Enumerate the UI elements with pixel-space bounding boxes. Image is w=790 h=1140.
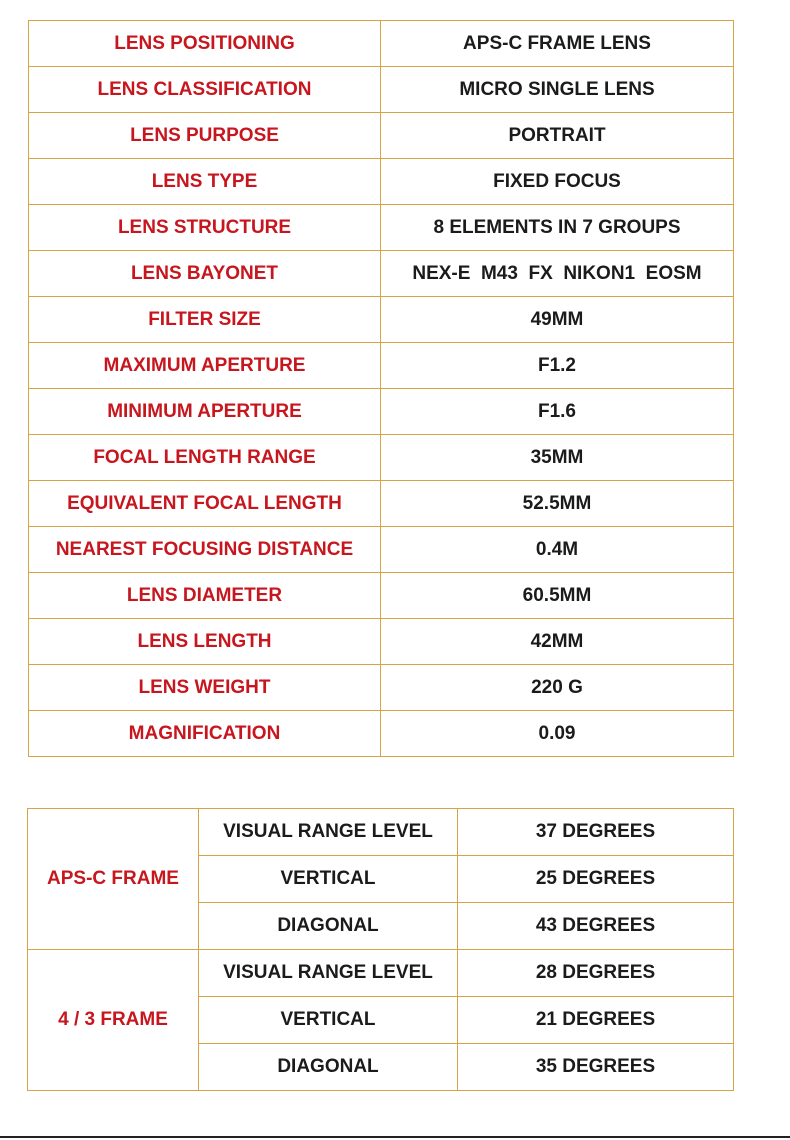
spec-value: 42MM <box>381 619 734 665</box>
fov-value: 35 DEGREES <box>458 1044 734 1091</box>
spec-label: LENS DIAMETER <box>29 573 381 619</box>
spec-row <box>29 297 734 343</box>
spec-value: APS-C FRAME LENS <box>381 21 734 67</box>
spec-label: NEAREST FOCUSING DISTANCE <box>29 527 381 573</box>
bottom-divider <box>0 1136 790 1138</box>
fov-value: 28 DEGREES <box>458 950 734 997</box>
spec-value: PORTRAIT <box>381 113 734 159</box>
fov-value: 43 DEGREES <box>458 903 734 950</box>
spec-label: FOCAL LENGTH RANGE <box>29 435 381 481</box>
fov-value: 21 DEGREES <box>458 997 734 1044</box>
spec-row <box>29 573 734 619</box>
spec-value: NEX-E M43 FX NIKON1 EOSM <box>381 251 734 297</box>
spec-value: FIXED FOCUS <box>381 159 734 205</box>
spec-label: LENS LENGTH <box>29 619 381 665</box>
fov-row <box>28 809 734 856</box>
fov-value: 25 DEGREES <box>458 856 734 903</box>
fov-label: DIAGONAL <box>199 903 458 950</box>
spec-label: LENS STRUCTURE <box>29 205 381 251</box>
spec-row <box>29 527 734 573</box>
spec-value: 0.4M <box>381 527 734 573</box>
spec-value: F1.2 <box>381 343 734 389</box>
field-of-view-table <box>27 808 734 1091</box>
spec-row <box>29 389 734 435</box>
spec-row <box>29 21 734 67</box>
spec-value: 52.5MM <box>381 481 734 527</box>
spec-value: 220 G <box>381 665 734 711</box>
spec-label: MAGNIFICATION <box>29 711 381 757</box>
spec-value: 35MM <box>381 435 734 481</box>
spec-row <box>29 619 734 665</box>
spec-label: EQUIVALENT FOCAL LENGTH <box>29 481 381 527</box>
lens-spec-table <box>28 20 734 757</box>
fov-label: VERTICAL <box>199 856 458 903</box>
frame-label-apsc: APS-C FRAME <box>28 809 199 950</box>
spec-label: LENS BAYONET <box>29 251 381 297</box>
spec-row <box>29 665 734 711</box>
fov-label: VISUAL RANGE LEVEL <box>199 809 458 856</box>
fov-label: VERTICAL <box>199 997 458 1044</box>
spec-value: MICRO SINGLE LENS <box>381 67 734 113</box>
spec-value: 60.5MM <box>381 573 734 619</box>
fov-label: VISUAL RANGE LEVEL <box>199 950 458 997</box>
spec-label: MAXIMUM APERTURE <box>29 343 381 389</box>
fov-row <box>28 950 734 997</box>
spec-row <box>29 67 734 113</box>
spec-value: F1.6 <box>381 389 734 435</box>
frame-label-four-thirds: 4 / 3 FRAME <box>28 950 199 1091</box>
spec-label: MINIMUM APERTURE <box>29 389 381 435</box>
spec-value: 49MM <box>381 297 734 343</box>
spec-value: 0.09 <box>381 711 734 757</box>
spec-label: LENS POSITIONING <box>29 21 381 67</box>
spec-label: LENS WEIGHT <box>29 665 381 711</box>
spec-row <box>29 343 734 389</box>
spec-row <box>29 205 734 251</box>
spec-row <box>29 711 734 757</box>
spec-row <box>29 251 734 297</box>
spec-label: LENS PURPOSE <box>29 113 381 159</box>
spec-row <box>29 159 734 205</box>
spec-row <box>29 113 734 159</box>
fov-value: 37 DEGREES <box>458 809 734 856</box>
fov-label: DIAGONAL <box>199 1044 458 1091</box>
spec-label: LENS TYPE <box>29 159 381 205</box>
spec-label: FILTER SIZE <box>29 297 381 343</box>
spec-label: LENS CLASSIFICATION <box>29 67 381 113</box>
spec-row <box>29 481 734 527</box>
spec-value: 8 ELEMENTS IN 7 GROUPS <box>381 205 734 251</box>
spec-row <box>29 435 734 481</box>
